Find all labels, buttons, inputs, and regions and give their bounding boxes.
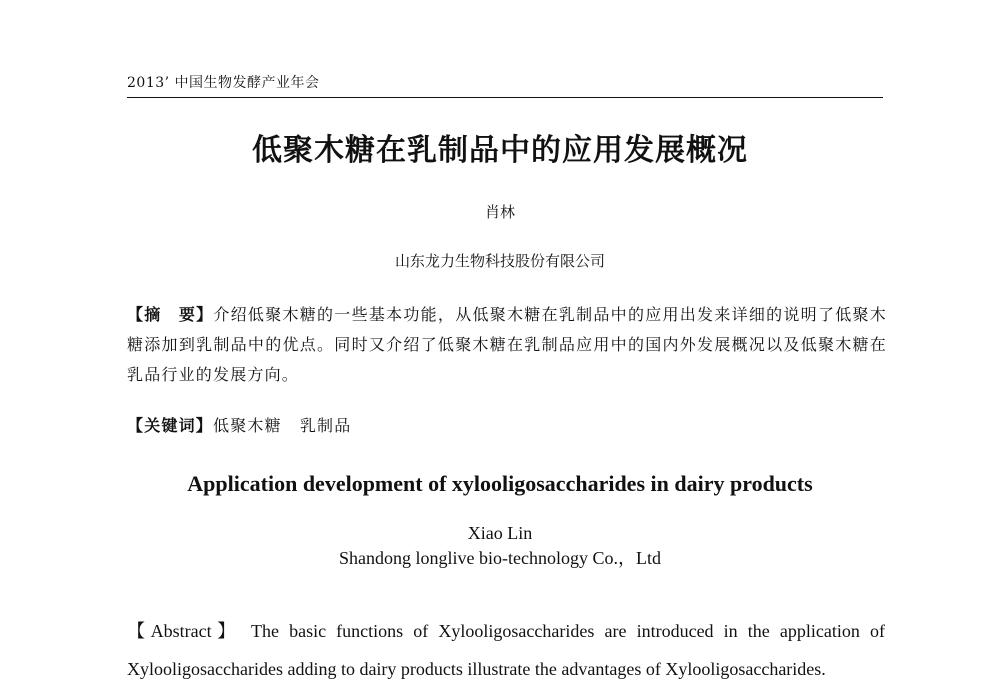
author-name-cn: 肖林: [484, 203, 515, 221]
abstract-cn-text: 介绍低聚木糖的一些基本功能，从低聚木糖在乳制品中的应用出发来详细的说明了低聚木糖添加到乳制品中的优点。同时又介绍了低聚木糖在乳制品应用中的国内外发展概况以及低聚木糖在乳品行业的发展方向。: [127, 305, 887, 384]
keywords-cn: [127, 411, 887, 441]
running-head: 2013’ 中国生物发酵产业年会: [127, 70, 883, 98]
affiliation-cn: 山东龙力生物科技股份有限公司: [394, 252, 605, 270]
keyword-item: 低聚木糖: [213, 416, 282, 435]
affiliation-en: Shandong longlive bio-technology Co.，Ltd: [339, 548, 661, 568]
abstract-en-label: 【Abstract】: [127, 621, 241, 641]
abstract-en-text: The basic functions of Xylooligosaccharides are introduced in the application of Xylooligosaccharides adding to dairy products illustrate the advantages of Xylooligosaccharides.: [127, 621, 885, 679]
abstract-cn-label: 【摘 要】: [127, 305, 214, 324]
author-name-en: Xiao Lin: [467, 523, 533, 543]
paper-title-en: Application development of xylooligosaccharides in dairy products: [187, 471, 813, 496]
abstract-cn: [127, 300, 887, 390]
paper-title-cn: 低聚木糖在乳制品中的应用发展概况: [252, 133, 748, 168]
keyword-item: 乳制品: [299, 416, 352, 435]
abstract-en: [127, 612, 885, 688]
keywords-cn-label: 【关键词】: [127, 416, 214, 435]
